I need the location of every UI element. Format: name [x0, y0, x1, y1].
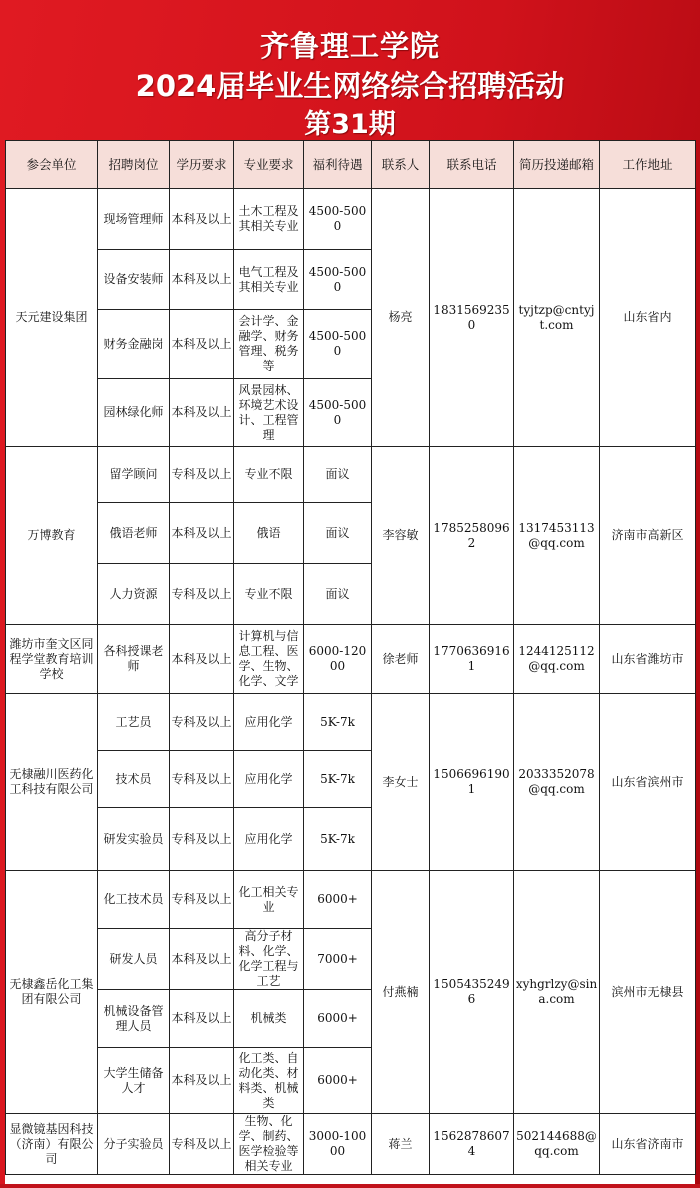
job-title: 分子实验员: [98, 1114, 170, 1175]
issue-number: 第31期: [304, 109, 396, 140]
school-title: 齐鲁理工学院: [259, 29, 440, 63]
resume-email: 502144688@qq.com: [514, 1114, 600, 1175]
education-requirement: 本科及以上: [170, 1048, 234, 1114]
salary: 5K-7k: [304, 751, 372, 808]
contact-person: 徐老师: [372, 625, 430, 694]
major-requirement: 专业不限: [234, 447, 304, 503]
contact-person: 杨亮: [372, 189, 430, 447]
major-requirement: 应用化学: [234, 751, 304, 808]
column-header: 参会单位: [6, 141, 98, 189]
major-requirement: 生物、化学、制药、医学检验等相关专业: [234, 1114, 304, 1175]
work-address: 滨州市无棣县: [600, 871, 696, 1114]
job-title: 机械设备管理人员: [98, 990, 170, 1048]
job-title: 园林绿化师: [98, 379, 170, 447]
salary: 6000-12000: [304, 625, 372, 694]
major-requirement: 专业不限: [234, 564, 304, 625]
resume-email: 2033352078@qq.com: [514, 694, 600, 871]
education-requirement: 本科及以上: [170, 379, 234, 447]
contact-person: 蒋兰: [372, 1114, 430, 1175]
job-title: 研发实验员: [98, 808, 170, 871]
work-address: 山东省潍坊市: [600, 625, 696, 694]
major-requirement: 化工类、自动化类、材料类、机械类: [234, 1048, 304, 1114]
company-name: 显微镜基因科技（济南）有限公司: [6, 1114, 98, 1175]
education-requirement: 本科及以上: [170, 250, 234, 310]
education-requirement: 本科及以上: [170, 929, 234, 990]
column-header: 联系人: [372, 141, 430, 189]
salary: 7000+: [304, 929, 372, 990]
major-requirement: 应用化学: [234, 808, 304, 871]
column-header: 专业要求: [234, 141, 304, 189]
column-header: 学历要求: [170, 141, 234, 189]
column-header: 工作地址: [600, 141, 696, 189]
salary: 4500-5000: [304, 189, 372, 250]
job-title: 留学顾问: [98, 447, 170, 503]
education-requirement: 专科及以上: [170, 871, 234, 929]
education-requirement: 专科及以上: [170, 447, 234, 503]
work-address: 山东省济南市: [600, 1114, 696, 1175]
contact-phone: 18315692350: [430, 189, 514, 447]
major-requirement: 计算机与信息工程、医学、生物、化学、文学: [234, 625, 304, 694]
contact-person: 李女士: [372, 694, 430, 871]
resume-email: tyjtzp@cntyjt.com: [514, 189, 600, 447]
recruitment-sheet: [5, 140, 695, 1184]
job-title: 财务金融岗: [98, 310, 170, 379]
salary: 4500-5000: [304, 310, 372, 379]
salary: 5K-7k: [304, 808, 372, 871]
job-title: 俄语老师: [98, 503, 170, 564]
job-title: 研发人员: [98, 929, 170, 990]
job-title: 人力资源: [98, 564, 170, 625]
major-requirement: 会计学、金融学、财务管理、税务等: [234, 310, 304, 379]
job-title: 化工技术员: [98, 871, 170, 929]
table-row: [6, 871, 696, 929]
company-name: 万博教育: [6, 447, 98, 625]
poster-header: [0, 0, 700, 140]
event-title: 2024届毕业生网络综合招聘活动: [135, 69, 565, 103]
job-title: 工艺员: [98, 694, 170, 751]
major-requirement: 土木工程及其相关专业: [234, 189, 304, 250]
education-requirement: 本科及以上: [170, 189, 234, 250]
contact-phone: 15628786074: [430, 1114, 514, 1175]
resume-email: 1244125112@qq.com: [514, 625, 600, 694]
salary: 5K-7k: [304, 694, 372, 751]
resume-email: 13174531​13@qq.com: [514, 447, 600, 625]
major-requirement: 俄语: [234, 503, 304, 564]
table-row: [6, 625, 696, 694]
bottom-strip: [0, 1184, 700, 1188]
education-requirement: 本科及以上: [170, 625, 234, 694]
major-requirement: 应用化学: [234, 694, 304, 751]
table-row: [6, 1114, 696, 1175]
major-requirement: 电气工程及其相关专业: [234, 250, 304, 310]
work-address: 山东省滨州市: [600, 694, 696, 871]
salary: 6000+: [304, 990, 372, 1048]
education-requirement: 专科及以上: [170, 808, 234, 871]
job-title: 现场管理师: [98, 189, 170, 250]
salary: 6000+: [304, 1048, 372, 1114]
column-header: 福利待遇: [304, 141, 372, 189]
salary: 面议: [304, 564, 372, 625]
column-header: 联系电话: [430, 141, 514, 189]
major-requirement: 机械类: [234, 990, 304, 1048]
salary: 面议: [304, 503, 372, 564]
education-requirement: 专科及以上: [170, 1114, 234, 1175]
job-title: 各科授课老师: [98, 625, 170, 694]
salary: 4500-5000: [304, 379, 372, 447]
recruitment-table: [5, 140, 696, 1175]
salary: 面议: [304, 447, 372, 503]
salary: 3000-10000: [304, 1114, 372, 1175]
company-name: 无棣融川医药化工科技有限公司: [6, 694, 98, 871]
resume-email: xyhgrlzy@sina.com: [514, 871, 600, 1114]
column-header: 招聘岗位: [98, 141, 170, 189]
education-requirement: 专科及以上: [170, 564, 234, 625]
salary: 6000+: [304, 871, 372, 929]
table-row: [6, 447, 696, 503]
education-requirement: 本科及以上: [170, 990, 234, 1048]
contact-phone: 17706369161: [430, 625, 514, 694]
contact-person: 付燕楠: [372, 871, 430, 1114]
contact-phone: 15054352496: [430, 871, 514, 1114]
company-name: 潍坊市奎文区同程学堂教育培训学校: [6, 625, 98, 694]
company-name: 天元建设集团: [6, 189, 98, 447]
major-requirement: 风景园林、环境艺术设计、工程管理: [234, 379, 304, 447]
work-address: 山东省内: [600, 189, 696, 447]
job-title: 大学生储备人才: [98, 1048, 170, 1114]
table-row: [6, 189, 696, 250]
work-address: 济南市高新区: [600, 447, 696, 625]
contact-phone: 15066961901: [430, 694, 514, 871]
major-requirement: 高分子材料、化学、化学工程与工艺: [234, 929, 304, 990]
company-name: 无棣鑫岳化工集团有限公司: [6, 871, 98, 1114]
education-requirement: 本科及以上: [170, 503, 234, 564]
table-header-row: [6, 141, 696, 189]
major-requirement: 化工相关专业: [234, 871, 304, 929]
job-title: 设备安装师: [98, 250, 170, 310]
table-row: [6, 694, 696, 751]
contact-person: 李容敏: [372, 447, 430, 625]
education-requirement: 专科及以上: [170, 694, 234, 751]
education-requirement: 专科及以上: [170, 751, 234, 808]
job-title: 技术员: [98, 751, 170, 808]
contact-phone: 17852580962: [430, 447, 514, 625]
salary: 4500-5000: [304, 250, 372, 310]
education-requirement: 本科及以上: [170, 310, 234, 379]
column-header: 简历投递邮箱: [514, 141, 600, 189]
